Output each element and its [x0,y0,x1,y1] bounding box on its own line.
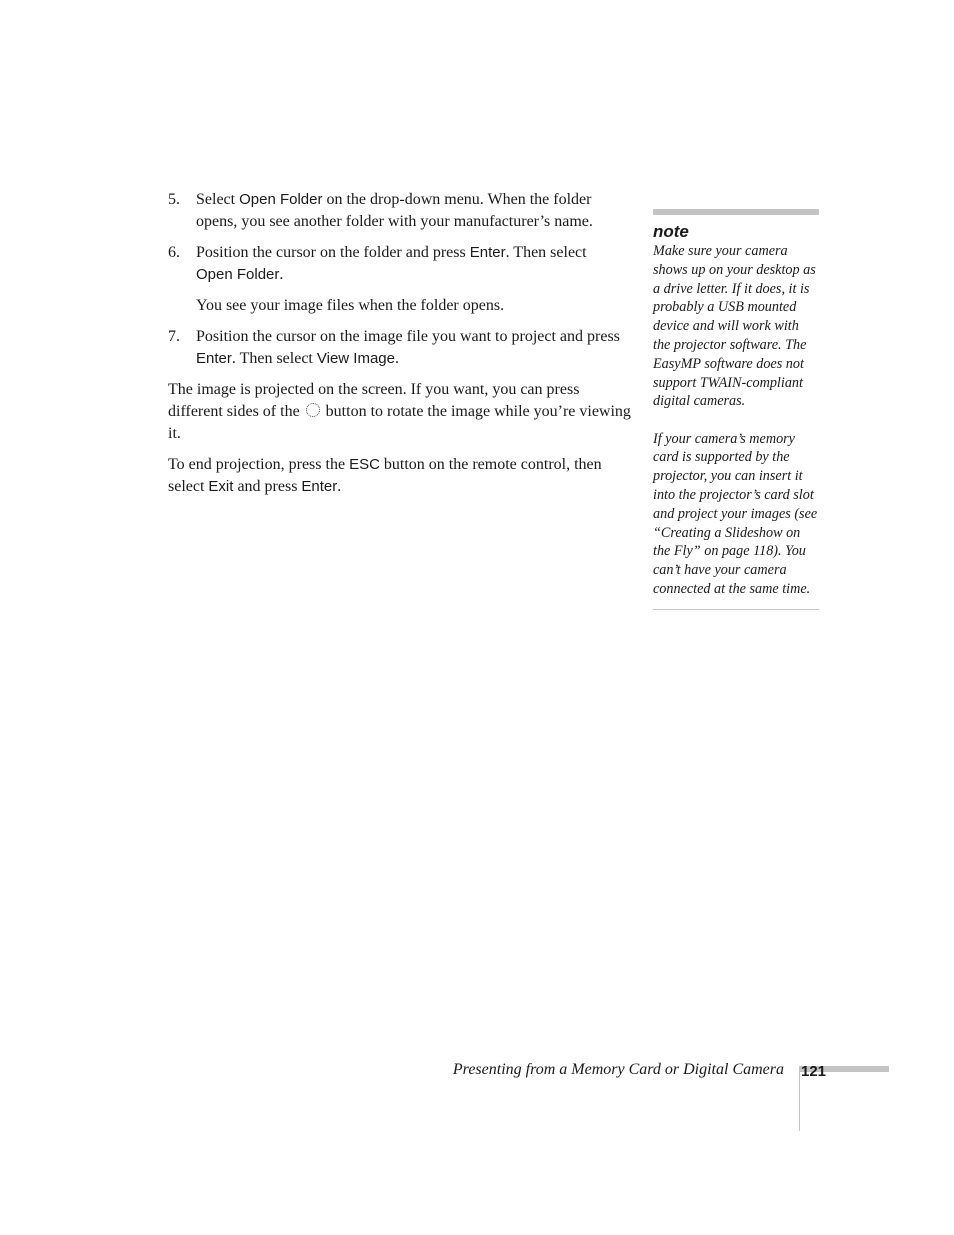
ui-term-exit: Exit [208,478,234,495]
note-top-bar [653,209,819,215]
ui-term-enter: Enter [196,350,232,367]
note-paragraph-1: Make sure your camera shows up on your desktop as a drive letter. If it does, it is probably a USB mounted device and will work with the projector software. The EasyMP software does not support TWAIN-compliant digital cameras. [653,243,816,410]
paragraph-text: button on the remote control, then select [168,456,602,495]
step-6 [168,242,633,286]
step-text: Select [196,191,240,208]
note-bottom-rule [653,609,819,610]
paragraph-text: button to rotate the image while you’re viewing it. [168,403,631,442]
step-number: 5. [168,191,180,208]
ui-term-open-folder: Open Folder [239,191,323,208]
footer-divider [799,1066,800,1131]
ui-term-view-image: View Image [316,350,395,367]
rotate-button-icon [306,403,320,417]
page-number: 121 [801,1063,827,1080]
ui-term-open-folder: Open Folder [196,266,280,283]
step-number: 6. [168,244,180,261]
step-text: Position the cursor on the folder and press [196,244,470,261]
paragraph-end-projection [168,454,633,498]
step-7 [168,326,633,370]
paragraph-text: The image is projected on the screen. If you want, you can press different sides of the [168,381,580,420]
ui-term-enter: Enter [469,244,506,261]
note-sidebar [653,209,819,610]
ui-term-esc: ESC [349,456,380,473]
step-text: . [394,350,399,367]
step-text: on the drop-down menu. When the folder opens, you see another folder with your manufacturer’s name. [196,191,593,230]
step-text: . Then select [505,244,587,261]
note-title: note [653,222,689,241]
note-paragraph-2: If your camera’s memory card is supported by the projector, you can insert it into the projector’s card slot and project your images (see “Creating a Slideshow on the Fly” on page 118). You can’t have your camera connected at the same time. [653,430,818,598]
footer-chapter-title: Presenting from a Memory Card or Digital Camera [452,1061,784,1078]
step-number: 7. [168,328,180,345]
ui-term-enter: Enter [301,478,338,495]
step-text: . Then select [231,350,317,367]
main-content [168,189,633,507]
step-6-followup: You see your image files when the folder opens. [196,297,505,314]
step-text: Position the cursor on the image file you want to project and press [196,328,620,345]
paragraph-rotate [168,379,633,445]
paragraph-text: . [337,478,342,495]
paragraph-text: and press [233,478,302,495]
step-5 [168,189,633,233]
paragraph-text: To end projection, press the [168,456,350,473]
step-text: . [279,266,284,283]
